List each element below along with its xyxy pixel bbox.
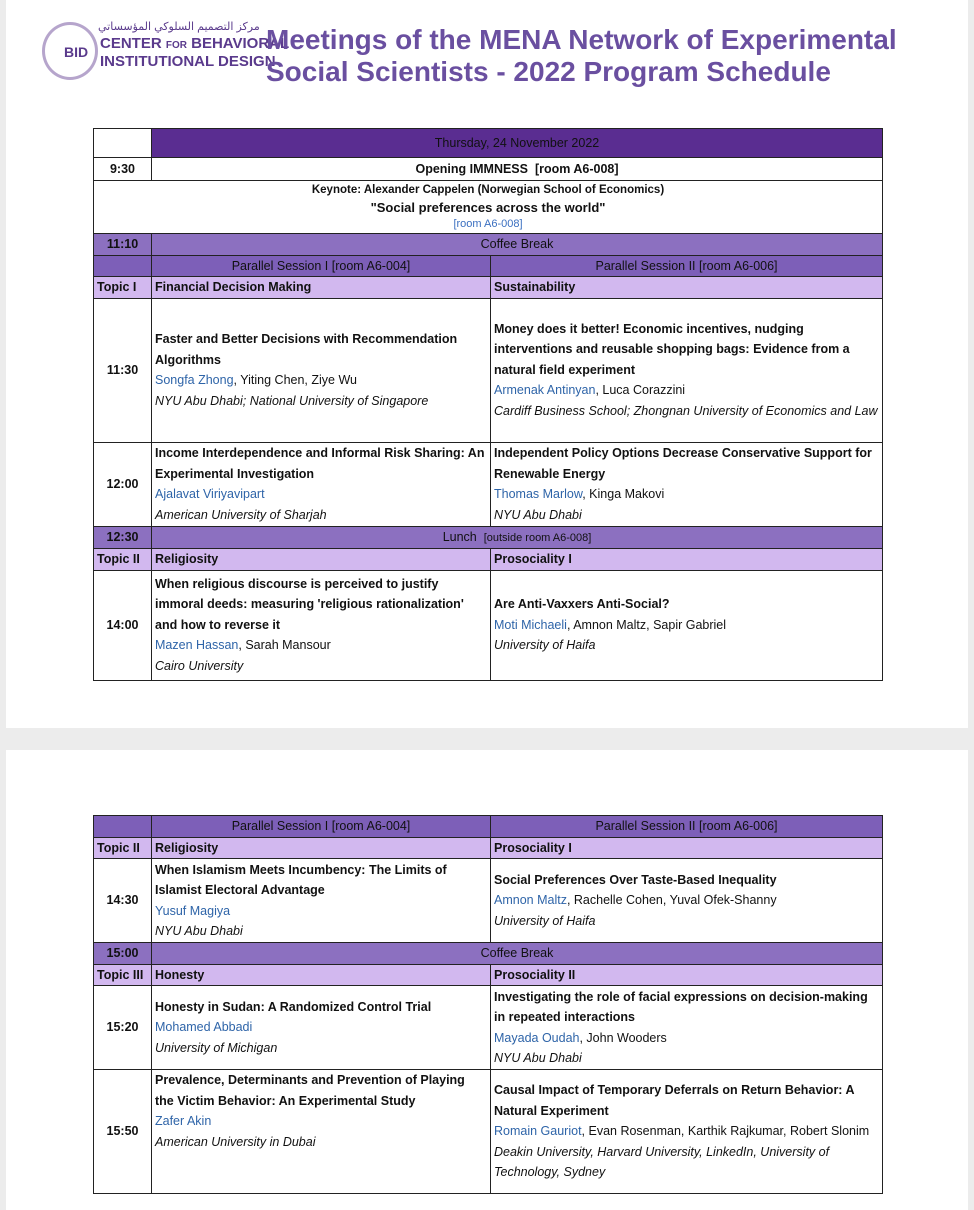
talk-authors: Yusuf Magiya (155, 903, 231, 918)
break-label: Coffee Break (152, 234, 883, 256)
break-label: Coffee Break (152, 943, 883, 965)
talk-row (94, 986, 883, 1070)
time-cell: 12:00 (94, 442, 152, 526)
time-cell: 14:30 (94, 859, 152, 943)
topic-session-1: Religiosity (152, 549, 491, 571)
talk-cell (152, 859, 491, 943)
talk-cell (491, 1070, 883, 1194)
topic-label: Topic I (94, 277, 152, 299)
topic-session-2: Prosociality I (491, 549, 883, 571)
talk-authors: Zafer Akin (155, 1114, 212, 1128)
talk-title: Income Interdependence and Informal Risk Sharing: An Experimental Investigation (155, 446, 485, 481)
time-cell: 11:10 (94, 234, 152, 256)
talk-authors: Mazen Hassan, Sarah Mansour (155, 638, 331, 653)
talk-affiliation: NYU Abu Dhabi; National University of Singapore (155, 393, 429, 408)
topic-label: Topic II (94, 549, 152, 571)
talk-affiliation: Cardiff Business School; Zhongnan University of Economics and Law (494, 403, 878, 418)
talk-title: Prevalence, Determinants and Prevention of Playing the Victim Behavior: An Experimental Study (155, 1073, 465, 1108)
break-row (94, 943, 883, 965)
session-header-blank (94, 816, 152, 838)
talk-authors: Armenak Antinyan, Luca Corazzini (494, 383, 686, 398)
topic-row (94, 277, 883, 299)
talk-title: Investigating the role of facial expressions on decision-making in repeated interactions (494, 989, 868, 1024)
talk-authors: Mohamed Abbadi (155, 1020, 253, 1035)
time-cell: 15:50 (94, 1070, 152, 1194)
talk-affiliation: University of Michigan (155, 1040, 278, 1055)
time-cell: 15:00 (94, 943, 152, 965)
talk-title: Honesty in Sudan: A Randomized Control Trial (155, 999, 432, 1014)
session-2-header: Parallel Session II [room A6-006] (491, 816, 883, 838)
time-cell: 11:30 (94, 298, 152, 442)
day-title: Thursday, 24 November 2022 (152, 129, 883, 158)
page-header (6, 0, 968, 110)
page-title: Meetings of the MENA Network of Experimental Social Scientists - 2022 Program Schedule (266, 24, 897, 87)
document-page-1 (6, 0, 968, 728)
topic-label: Topic III (94, 964, 152, 986)
talk-affiliation: NYU Abu Dhabi (155, 924, 243, 938)
talk-authors: Amnon Maltz, Rachelle Cohen, Yuval Ofek-Shanny (494, 893, 777, 908)
session-header-blank (94, 255, 152, 277)
logo-arabic-text: مركز التصميم السلوكي المؤسساتي (98, 21, 260, 33)
logo-line-1: CENTER FOR BEHAVIORAL (100, 35, 290, 52)
talk-title: Money does it better! Economic incentives, nudging interventions and reusable shopping bags: Evidence from a natural field experiment (494, 321, 850, 377)
talk-row (94, 298, 883, 442)
topic-row (94, 837, 883, 859)
break-row (94, 526, 883, 549)
topic-session-1: Honesty (152, 964, 491, 986)
topic-session-2: Sustainability (491, 277, 883, 299)
break-row (94, 234, 883, 256)
talk-cell (152, 298, 491, 442)
talk-authors: Mayada Oudah, John Wooders (494, 1030, 667, 1045)
talk-title: Are Anti-Vaxxers Anti-Social? (494, 597, 670, 612)
talk-row (94, 442, 883, 526)
talk-authors: Thomas Marlow, Kinga Makovi (494, 487, 665, 501)
session-1-header: Parallel Session I [room A6-004] (152, 255, 491, 277)
talk-affiliation: American University in Dubai (155, 1134, 316, 1149)
talk-authors: Romain Gauriot, Evan Rosenman, Karthik Rajkumar, Robert Slonim (494, 1124, 870, 1139)
talk-cell (152, 570, 491, 680)
talk-affiliation: University of Haifa (494, 913, 596, 928)
talk-title: Faster and Better Decisions with Recommendation Algorithms (155, 332, 458, 367)
keynote-room: [room A6-008] (453, 217, 523, 230)
time-cell: 15:20 (94, 986, 152, 1070)
topic-row (94, 549, 883, 571)
talk-cell (491, 986, 883, 1070)
time-cell: 12:30 (94, 526, 152, 549)
document-page-2 (6, 750, 968, 1210)
session-2-header: Parallel Session II [room A6-006] (491, 255, 883, 277)
talk-affiliation: Deakin University, Harvard University, LinkedIn, University of Technology, Sydney (494, 1144, 830, 1180)
talk-cell (491, 859, 883, 943)
opening-cell: Opening IMMNESS [room A6-008] (152, 158, 883, 181)
talk-cell (491, 298, 883, 442)
keynote-cell (94, 181, 883, 234)
talk-affiliation: NYU Abu Dhabi (494, 1051, 582, 1065)
topic-label: Topic II (94, 837, 152, 859)
logo-bid: BID (64, 44, 89, 60)
talk-cell (152, 986, 491, 1070)
talk-title: When Islamism Meets Incumbency: The Limits of Islamist Electoral Advantage (155, 862, 447, 897)
talk-row (94, 570, 883, 680)
topic-session-2: Prosociality II (491, 964, 883, 986)
bid-logo (42, 21, 290, 80)
topic-row (94, 964, 883, 986)
session-header-row (94, 255, 883, 277)
talk-affiliation: American University of Sharjah (155, 507, 327, 522)
talk-cell (152, 1070, 491, 1194)
break-label: Lunch [outside room A6-008] (152, 526, 883, 549)
talk-title: Causal Impact of Temporary Deferrals on Return Behavior: A Natural Experiment (494, 1083, 855, 1118)
topic-session-1: Financial Decision Making (152, 277, 491, 299)
topic-session-2: Prosociality I (491, 837, 883, 859)
topic-session-1: Religiosity (152, 837, 491, 859)
talk-authors: Songfa Zhong, Yiting Chen, Ziye Wu (155, 373, 357, 387)
talk-authors: Ajalavat Viriyavipart (155, 487, 265, 501)
day-header-blank (94, 129, 152, 158)
opening-row (94, 158, 883, 181)
session-header-row (94, 816, 883, 838)
talk-cell (491, 570, 883, 680)
logo-line-2: INSTITUTIONAL DESIGN (100, 53, 276, 70)
keynote-speaker: Keynote: Alexander Cappelen (Norwegian School of Economics) (311, 183, 665, 196)
time-cell: 14:00 (94, 570, 152, 680)
talk-title: When religious discourse is perceived to justify immoral deeds: measuring 'religious rationalization' and how to reverse it (155, 576, 464, 632)
day-header-row (94, 129, 883, 158)
talk-cell (491, 442, 883, 526)
time-cell: 9:30 (94, 158, 152, 181)
session-1-header: Parallel Session I [room A6-004] (152, 816, 491, 838)
talk-affiliation: NYU Abu Dhabi (494, 507, 582, 522)
talk-affiliation: Cairo University (155, 658, 244, 673)
talk-affiliation: University of Haifa (494, 638, 596, 653)
talk-row (94, 1070, 883, 1194)
talk-cell (152, 442, 491, 526)
schedule-table-afternoon (93, 815, 883, 1194)
talk-row (94, 859, 883, 943)
keynote-row (94, 181, 883, 234)
talk-title: Social Preferences Over Taste-Based Inequality (494, 872, 777, 887)
talk-title: Independent Policy Options Decrease Conservative Support for Renewable Energy (494, 446, 872, 481)
keynote-title: "Social preferences across the world" (370, 199, 606, 215)
schedule-table-day (93, 128, 883, 681)
talk-authors: Moti Michaeli, Amnon Maltz, Sapir Gabriel (494, 617, 727, 632)
